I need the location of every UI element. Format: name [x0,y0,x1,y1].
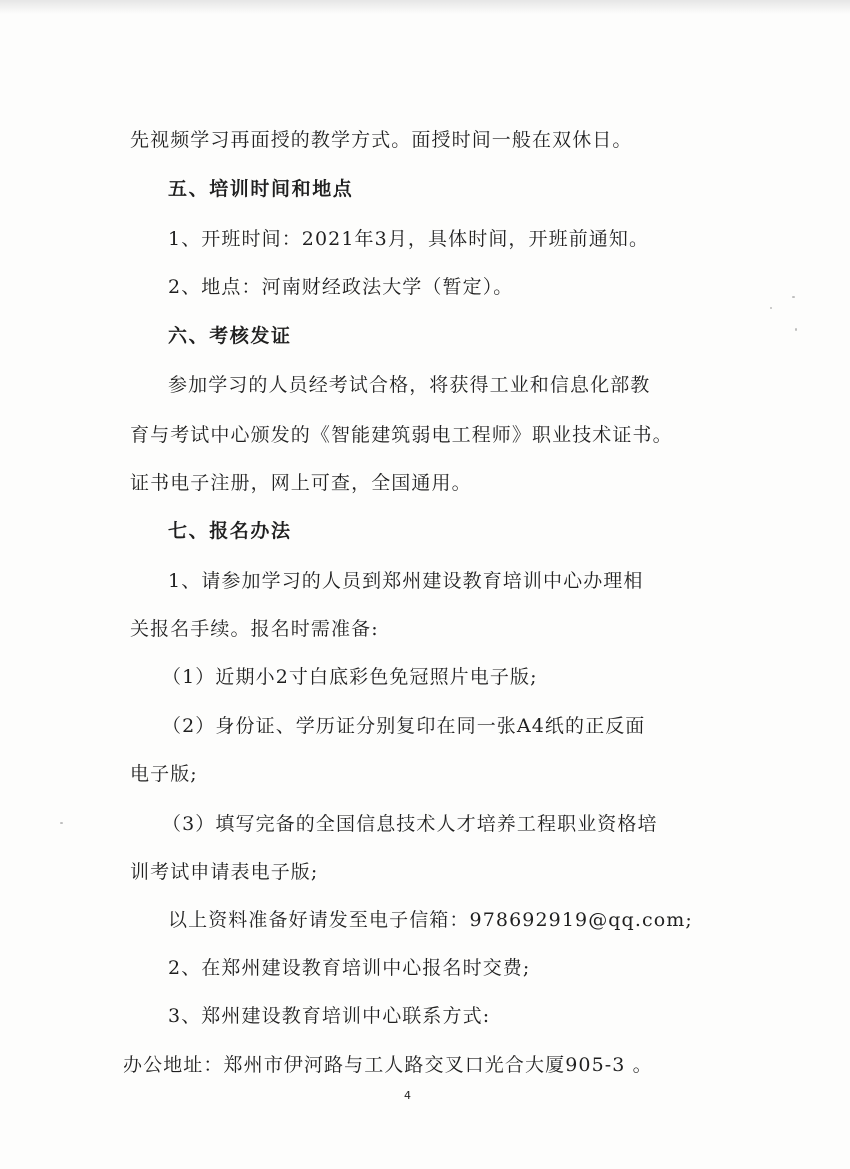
body-line-19: 3、郑州建设教育培训中心联系方式: [168,1005,491,1027]
body-line-10: 1、请参加学习的人员到郑州建设教育培训中心办理相 [168,570,644,592]
body-line-15: （3）填写完备的全国信息技术人才培养工程职业资格培 [162,813,658,835]
scan-speck [770,307,772,309]
scan-speck [792,296,795,298]
scan-speck [795,328,797,331]
body-line-11: 关报名手续。报名时需准备: [130,618,379,640]
body-line-8: 证书电子注册，网上可查，全国通用。 [130,472,472,494]
section-heading-5: 五、培训时间和地点 [168,178,354,200]
body-line-14: 电子版; [130,763,198,785]
body-line-4: 2、地点：河南财经政法大学（暂定）。 [168,276,514,298]
body-line-6: 参加学习的人员经考试合格，将获得工业和信息化部教 [168,374,651,396]
body-line-1: 先视频学习再面授的教学方式。面授时间一般在双休日。 [130,129,633,151]
body-line-18: 2、在郑州建设教育培训中心报名时交费; [168,957,531,979]
body-line-3: 1、开班时间：2021年3月，具体时间，开班前通知。 [168,228,650,250]
scan-edge-shadow [0,0,850,14]
scan-speck [60,822,63,824]
section-heading-6: 六、考核发证 [168,325,292,347]
section-heading-7: 七、报名办法 [168,520,292,542]
body-line-12: （1）近期小2寸白底彩色免冠照片电子版; [162,666,538,688]
page-number: 4 [404,1089,411,1102]
body-line-7: 育与考试中心颁发的《智能建筑弱电工程师》职业技术证书。 [130,424,673,446]
body-line-20: 办公地址：郑州市伊河路与工人路交叉口光合大厦905-3 。 [123,1054,653,1076]
body-line-17: 以上资料准备好请发至电子信箱：978692919@qq.com; [168,909,693,931]
body-line-13: （2）身份证、学历证分别复印在同一张A4纸的正反面 [162,715,646,737]
body-line-16: 训考试申请表电子版; [130,861,319,883]
